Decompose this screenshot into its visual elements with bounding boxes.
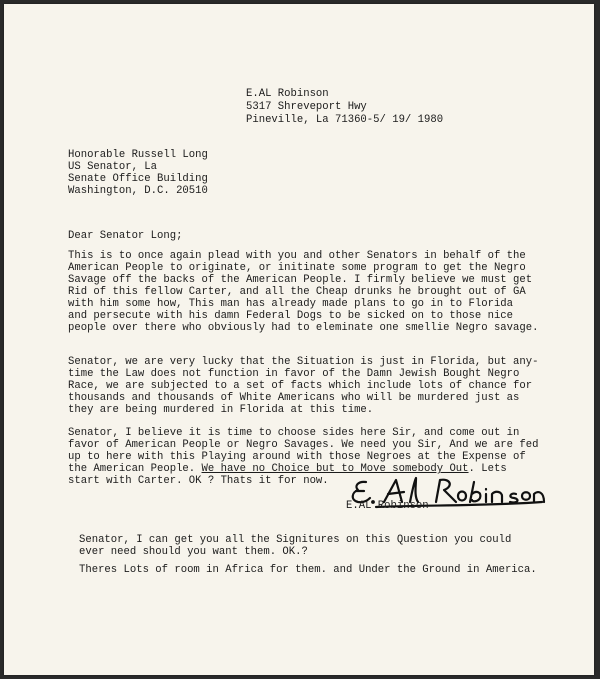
- recipient-line-3: Senate Office Building: [68, 173, 208, 185]
- recipient-line-2: US Senator, La: [68, 161, 158, 173]
- paragraph-1-line: Savage off the backs of the American People. I firmly believe we must get: [68, 274, 533, 286]
- paragraph-2-line: Senator, we are very lucky that the Situation is just in Florida, but any-: [68, 356, 539, 368]
- recipient-line-1: Honorable Russell Long: [68, 149, 208, 161]
- paragraph-3-line-4-start: the American People.: [68, 463, 202, 475]
- sender-city-date: Pineville, La 71360-5/ 19/ 1980: [246, 114, 444, 126]
- paragraph-2-line: thousands and thousands of White Americans who will be murdered just as: [68, 392, 520, 404]
- postscript-1-line: ever need should you want them. OK.?: [79, 546, 308, 558]
- paragraph-3-line: up to here with this Playing around with those Negroes at the Expense of: [68, 451, 526, 463]
- paragraph-3-line: Senator, I believe it is time to choose sides here Sir, and come out in: [68, 427, 520, 439]
- paragraph-3-line: start with Carter. OK ? Thats it for now.: [68, 475, 329, 487]
- salutation: Dear Senator Long;: [68, 230, 183, 242]
- recipient-line-4: Washington, D.C. 20510: [68, 185, 208, 197]
- paragraph-1-line: Rid of this fellow Carter, and all the Cheap drunks he brought out of GA: [68, 286, 526, 298]
- paragraph-2-line: Race, we are subjected to a set of facts which include lots of chance for: [68, 380, 533, 392]
- paragraph-1-line: and persecute with his damn Federal Dogs to be sicked on to those nice: [68, 310, 514, 322]
- letter-page: [4, 4, 594, 675]
- paragraph-3-line: favor of American People or Negro Savages. We need you Sir, And we are fed: [68, 439, 539, 451]
- postscript-2-line: Theres Lots of room in Africa for them. and Under the Ground in America.: [79, 564, 537, 576]
- sender-name: E.AL Robinson: [246, 88, 329, 100]
- paragraph-1-line: with him some how, This man has already made plans to go in to Florida: [68, 298, 514, 310]
- paragraph-1-line: American People to originate, or initinate some program to get the Negro: [68, 262, 526, 274]
- paragraph-2-line: time the Law does not function in favor of the Damn Jewish Bought Negro: [68, 368, 520, 380]
- paragraph-1-line: people over there who obviously had to eleminate one smellie Negro savage.: [68, 322, 539, 334]
- paragraph-3-line-4-end: . Lets: [468, 463, 507, 475]
- sender-address: 5317 Shreveport Hwy: [246, 101, 367, 113]
- typed-signature-name: E.AL Robinson: [346, 500, 429, 512]
- paragraph-1-line: This is to once again plead with you and other Senators in behalf of the: [68, 250, 526, 262]
- underlined-phrase: We have no Choice but to Move somebody Out: [201, 463, 469, 475]
- paragraph-2-line: they are being murdered in Florida at this time.: [68, 404, 374, 416]
- postscript-1-line: Senator, I can get you all the Signitures on this Question you could: [79, 534, 512, 546]
